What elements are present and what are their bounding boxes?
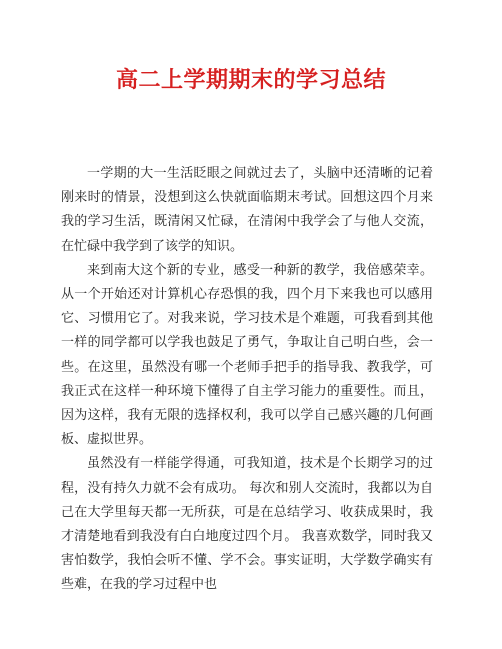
paragraph-2: 来到南大这个新的专业，感受一种新的教学，我倍感荣幸。从一个开始还对计算机心存恐惧的我，四个月下来我也可以感用它、习惯用它了。对我来说，学习技术是个难题，可我看到其他一样的同学都可以学我也鼓足了勇气，争取让自己明白些，会一些。在这里，虽然没有哪一个老师手把手的指导我、教我学，可我正式在这样一种环境下懂得了自主学习能力的重要性。而且，因为这样，我有无限的选择权利，我可以学自己感兴趣的几何画板、虚拟世界。 xyxy=(61,262,433,448)
document-title: 高二上学期期末的学习总结 xyxy=(115,68,386,93)
document-body xyxy=(61,162,433,598)
paragraph-1: 一学期的大一生活眨眼之间就过去了，头脑中还清晰的记着刚来时的情景，没想到这么快就面临期末考试。回想这四个月来我的学习生活，既清闲又忙碌，在清闲中我学会了与他人交流，在忙碌中我学到了该学的知识。 xyxy=(61,166,433,254)
paragraph-3: 虽然没有一样能学得通，可我知道，技术是个长期学习的过程，没有持久力就不会有成功。 每次和别人交流时，我都以为自己在大学里每天都一无所获，可是在总结学习、收获成果时，我才清楚地看到我没有白白地度过四个月。 我喜欢数学，同时我又害怕数学，我怕会听不懂、学不会。事实证明，大学数学确实有些难，在我的学习过程中也 xyxy=(61,456,433,593)
